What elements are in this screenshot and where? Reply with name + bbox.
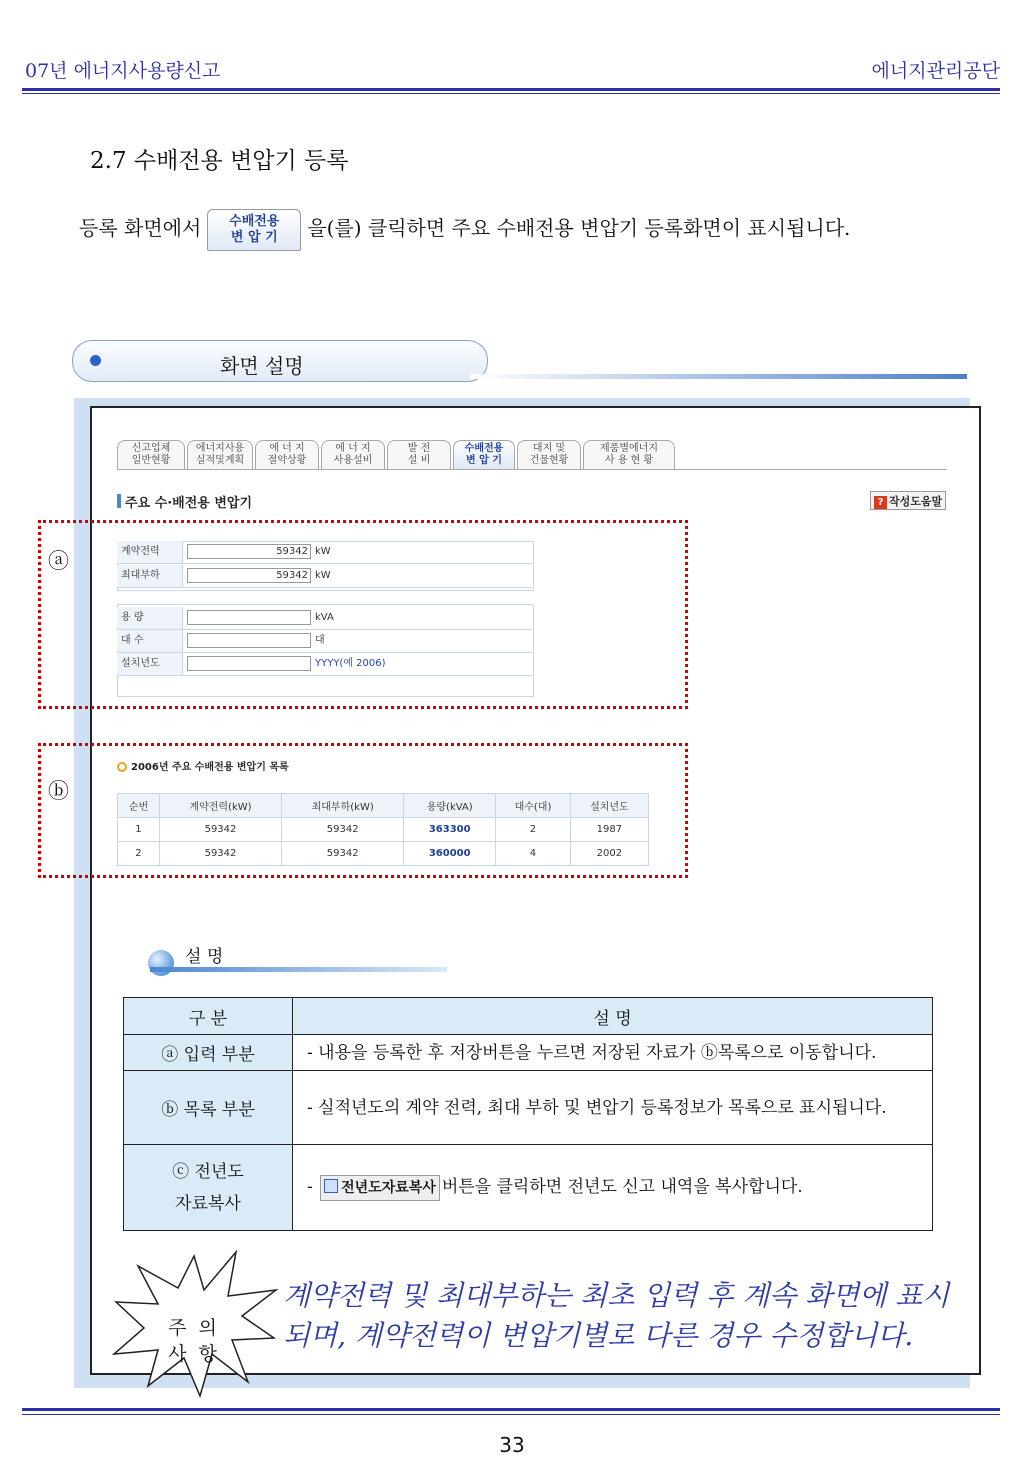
header-rule-thin [22,93,1000,94]
count-unit: 대 [315,635,325,646]
max-load-row [117,565,532,588]
app-subtitle [117,492,252,511]
desc-row-c-key-l2: 자료복사 [175,1193,241,1214]
app-tab-bar [117,440,675,470]
count-input[interactable] [187,633,311,648]
list-title [117,758,289,773]
description-globe-icon [148,950,174,976]
tab-line1: 에너지사용 [195,443,245,454]
contract-power-unit: kW [315,546,331,557]
list-header-cell: 계약전력(kW) [159,794,281,818]
tab-line2: 절약상황 [267,455,307,466]
table-row[interactable] [118,818,649,842]
list-cell: 59342 [282,818,404,842]
button-line2: 변 압 기 [230,229,278,245]
tab-line2: 설 비 [407,455,431,466]
max-load-unit: kW [315,570,331,581]
copy-icon [324,1179,338,1193]
list-bullet-icon [117,762,127,772]
desc-row-c-prefix: - [307,1176,313,1197]
tab-4[interactable] [321,440,385,470]
copy-button-label: 전년도자료복사 [341,1179,436,1196]
desc-row-c-text [293,1145,933,1231]
tab-line2: 일반현황 [131,455,171,466]
list-cell: 59342 [282,842,404,866]
max-load-label: 최대부하 [117,565,183,587]
caution-text: 계약전력 및 최대부하는 최초 입력 후 계속 화면에 표시되며, 계약전력이 변압기별로 다른 경우 수정합니다. [283,1279,950,1352]
page-number: 33 [499,1433,525,1457]
desc-header-description: 설 명 [293,998,933,1035]
install-year-hint: YYYY(예 2006) [315,658,386,669]
description-title: 설 명 [185,947,224,967]
tab-line2: 사용설비 [333,455,373,466]
tab-7[interactable] [517,440,581,470]
tab-line1: 발 전 [407,443,431,454]
tab-line1: 신고업체 [131,443,171,454]
tab-line1: 에 너 지 [269,443,305,454]
desc-row-c-key [124,1145,293,1231]
list-header-cell: 대수(대) [496,794,571,818]
tab-1[interactable] [117,440,185,470]
list-title-text: 2006년 주요 수배전용 변압기 목록 [131,762,289,773]
help-label: 작성도움말 [889,495,943,508]
desc-row-b-text: - 실적년도의 계약 전력, 최대 부하 및 변압기 등록정보가 목록으로 표시됩니다. [293,1071,933,1145]
list-header-cell: 순번 [118,794,160,818]
tab-6[interactable] [453,440,515,470]
tab-line2: 실적및계획 [195,455,245,466]
section-paragraph [79,205,959,251]
capacity-unit: kVA [315,612,334,623]
button-line1: 수배전용 [229,213,280,229]
prev-year-copy-button [320,1175,440,1201]
list-cell: 1 [118,818,160,842]
list-header-cell: 용량(kVA) [404,794,496,818]
section-title: 2.7 수배전용 변압기 등록 [90,148,349,174]
desc-row-a-text: - 내용을 등록한 후 저장버튼을 누르면 저장된 자료가 ⓑ목록으로 이동합니다. [293,1035,933,1071]
install-year-input[interactable] [187,656,311,671]
transformer-list-table [117,793,649,866]
count-label: 대 수 [117,630,183,652]
count-row [117,630,532,653]
desc-row-b-key: ⓑ 목록 부분 [124,1071,293,1145]
desc-row-c-key-l1: ⓒ 전년도 [172,1161,244,1182]
marker-b: ⓑ [48,779,69,803]
list-cell: 59342 [159,842,281,866]
list-cell: 59342 [159,818,281,842]
contract-power-label: 계약전력 [117,541,183,563]
para-before: 등록 화면에서 [79,216,202,240]
desc-header-category: 구 분 [124,998,293,1035]
list-header-cell: 설치년도 [570,794,648,818]
tab-line2: 변 압 기 [466,455,502,466]
tab-line2: 건물현황 [529,455,569,466]
tab-baseline [117,469,947,470]
capacity-input[interactable] [187,610,311,625]
tab-line1: 에 너 지 [335,443,371,454]
pill-underline [470,374,967,379]
doc-header-org: 에너지관리공단 [871,60,1000,82]
app-subtitle-text: 주요 수·배전용 변압기 [125,496,253,511]
tab-8[interactable] [583,440,675,470]
tab-5[interactable] [387,440,451,470]
description-table [123,997,933,1231]
transformer-tab-button-image [207,209,301,251]
tab-line1: 수배전용 [464,443,504,454]
bullet-dot-icon [90,355,101,366]
capacity-label: 용 량 [117,607,183,629]
list-cell: 2 [118,842,160,866]
help-button[interactable] [870,491,946,510]
install-year-row [117,653,532,676]
contract-power-input[interactable]: 59342 [187,544,311,559]
list-cell[interactable]: 360000 [404,842,496,866]
caution-badge-l1: 주 의 [168,1317,220,1339]
contract-power-row [117,541,532,564]
para-after: 을(를) 클릭하면 주요 수배전용 변압기 등록화면이 표시됩니다. [307,216,851,240]
description-underline [150,967,447,972]
tab-line1: 대지 및 [532,443,566,454]
list-cell: 2002 [570,842,648,866]
help-icon: ? [874,496,887,509]
tab-2[interactable] [187,440,253,470]
screen-desc-label: 화면 설명 [220,354,304,378]
marker-a: ⓐ [48,549,69,573]
tab-line1: 제품별에너지 [600,443,658,454]
footer-rule-thin [22,1414,1000,1415]
caution-badge-l2: 사 항 [168,1343,220,1365]
tab-line2: 사 용 현 황 [604,455,654,466]
doc-header-title: 07년 에너지사용량신고 [25,60,221,82]
list-cell[interactable]: 363300 [404,818,496,842]
footer-rule [22,1408,1000,1411]
install-year-label: 설치년도 [117,653,183,675]
list-cell: 2 [496,818,571,842]
table-row[interactable] [118,842,649,866]
desc-row-a-key: ⓐ 입력 부분 [124,1035,293,1071]
max-load-input[interactable]: 59342 [187,568,311,583]
list-header-cell: 최대부하(kW) [282,794,404,818]
tab-3[interactable] [255,440,319,470]
caution-badge-text [150,1315,238,1367]
list-cell: 4 [496,842,571,866]
list-cell: 1987 [570,818,648,842]
header-rule [22,88,1000,91]
capacity-row [117,607,532,630]
desc-row-c-suffix: 버튼을 클릭하면 전년도 신고 내역을 복사합니다. [441,1176,803,1197]
